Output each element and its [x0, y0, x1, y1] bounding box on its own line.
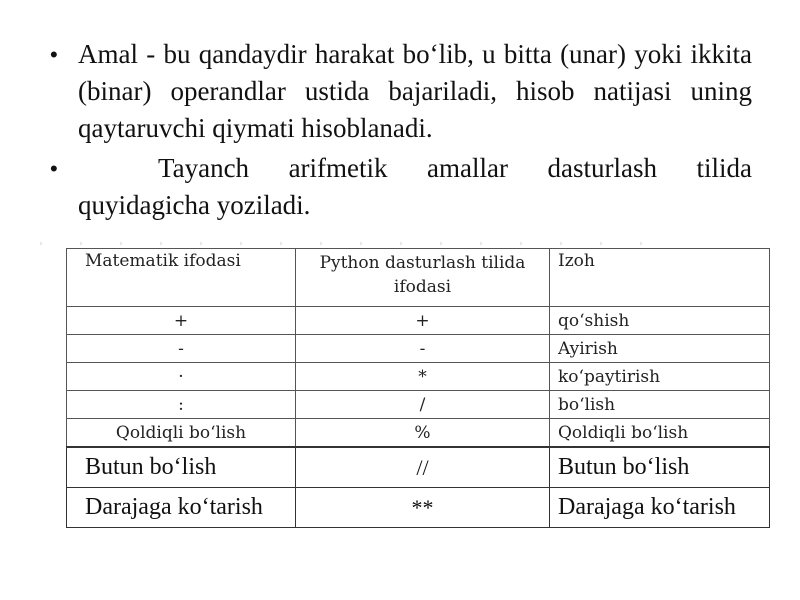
python-operator-cell: /: [296, 391, 550, 419]
table-header-row: [67, 249, 770, 307]
table-row: [67, 335, 770, 363]
operators-table: [66, 248, 770, 528]
math-symbol-cell: -: [67, 335, 296, 363]
comment-cell: Qoldiqli bo‘lish: [550, 419, 770, 448]
bullet-item: [50, 36, 752, 147]
bullet-icon: •: [50, 42, 58, 67]
python-operator-cell: -: [296, 335, 550, 363]
bullet-icon: •: [50, 156, 58, 181]
header-python-notation: Python dasturlash tilida ifodasi: [296, 249, 550, 307]
comment-cell: qo‘shish: [550, 307, 770, 335]
header-comment: Izoh: [550, 249, 770, 307]
bullet-text: Tayanch arifmetik amallar dasturlash tilida quyidagicha yoziladi.: [78, 153, 752, 220]
table-row: [67, 391, 770, 419]
math-symbol-cell: ·: [67, 363, 296, 391]
bullet-item: [50, 150, 752, 224]
bullet-list: [50, 36, 752, 227]
python-operator-cell: %: [296, 419, 550, 448]
python-operator-cell: **: [296, 488, 550, 528]
header-math-notation: Matematik ifodasi: [67, 249, 296, 307]
python-operator-cell: +: [296, 307, 550, 335]
comment-cell: Butun bo‘lish: [550, 447, 770, 488]
comment-cell: Darajaga ko‘tarish: [550, 488, 770, 528]
table-row: [67, 488, 770, 528]
math-symbol-cell: +: [67, 307, 296, 335]
math-symbol-cell: Qoldiqli bo‘lish: [67, 419, 296, 448]
comment-cell: bo‘lish: [550, 391, 770, 419]
math-symbol-cell: Darajaga ko‘tarish: [67, 488, 296, 528]
math-symbol-cell: Butun bo‘lish: [67, 447, 296, 488]
operators-table-container: [62, 240, 772, 540]
python-operator-cell: *: [296, 363, 550, 391]
python-operator-cell: //: [296, 447, 550, 488]
math-symbol-cell: :: [67, 391, 296, 419]
comment-cell: ko‘paytirish: [550, 363, 770, 391]
table-row: [67, 307, 770, 335]
bullet-text: Amal - bu qandaydir harakat bo‘lib, u bitta (unar) yoki ikkita (binar) operandlar ustida bajariladi, hisob natijasi uning qaytaruvchi qiymati hisoblanadi.: [78, 39, 752, 143]
table-row: [67, 363, 770, 391]
table-row: [67, 447, 770, 488]
comment-cell: Ayirish: [550, 335, 770, 363]
table-row: [67, 419, 770, 448]
